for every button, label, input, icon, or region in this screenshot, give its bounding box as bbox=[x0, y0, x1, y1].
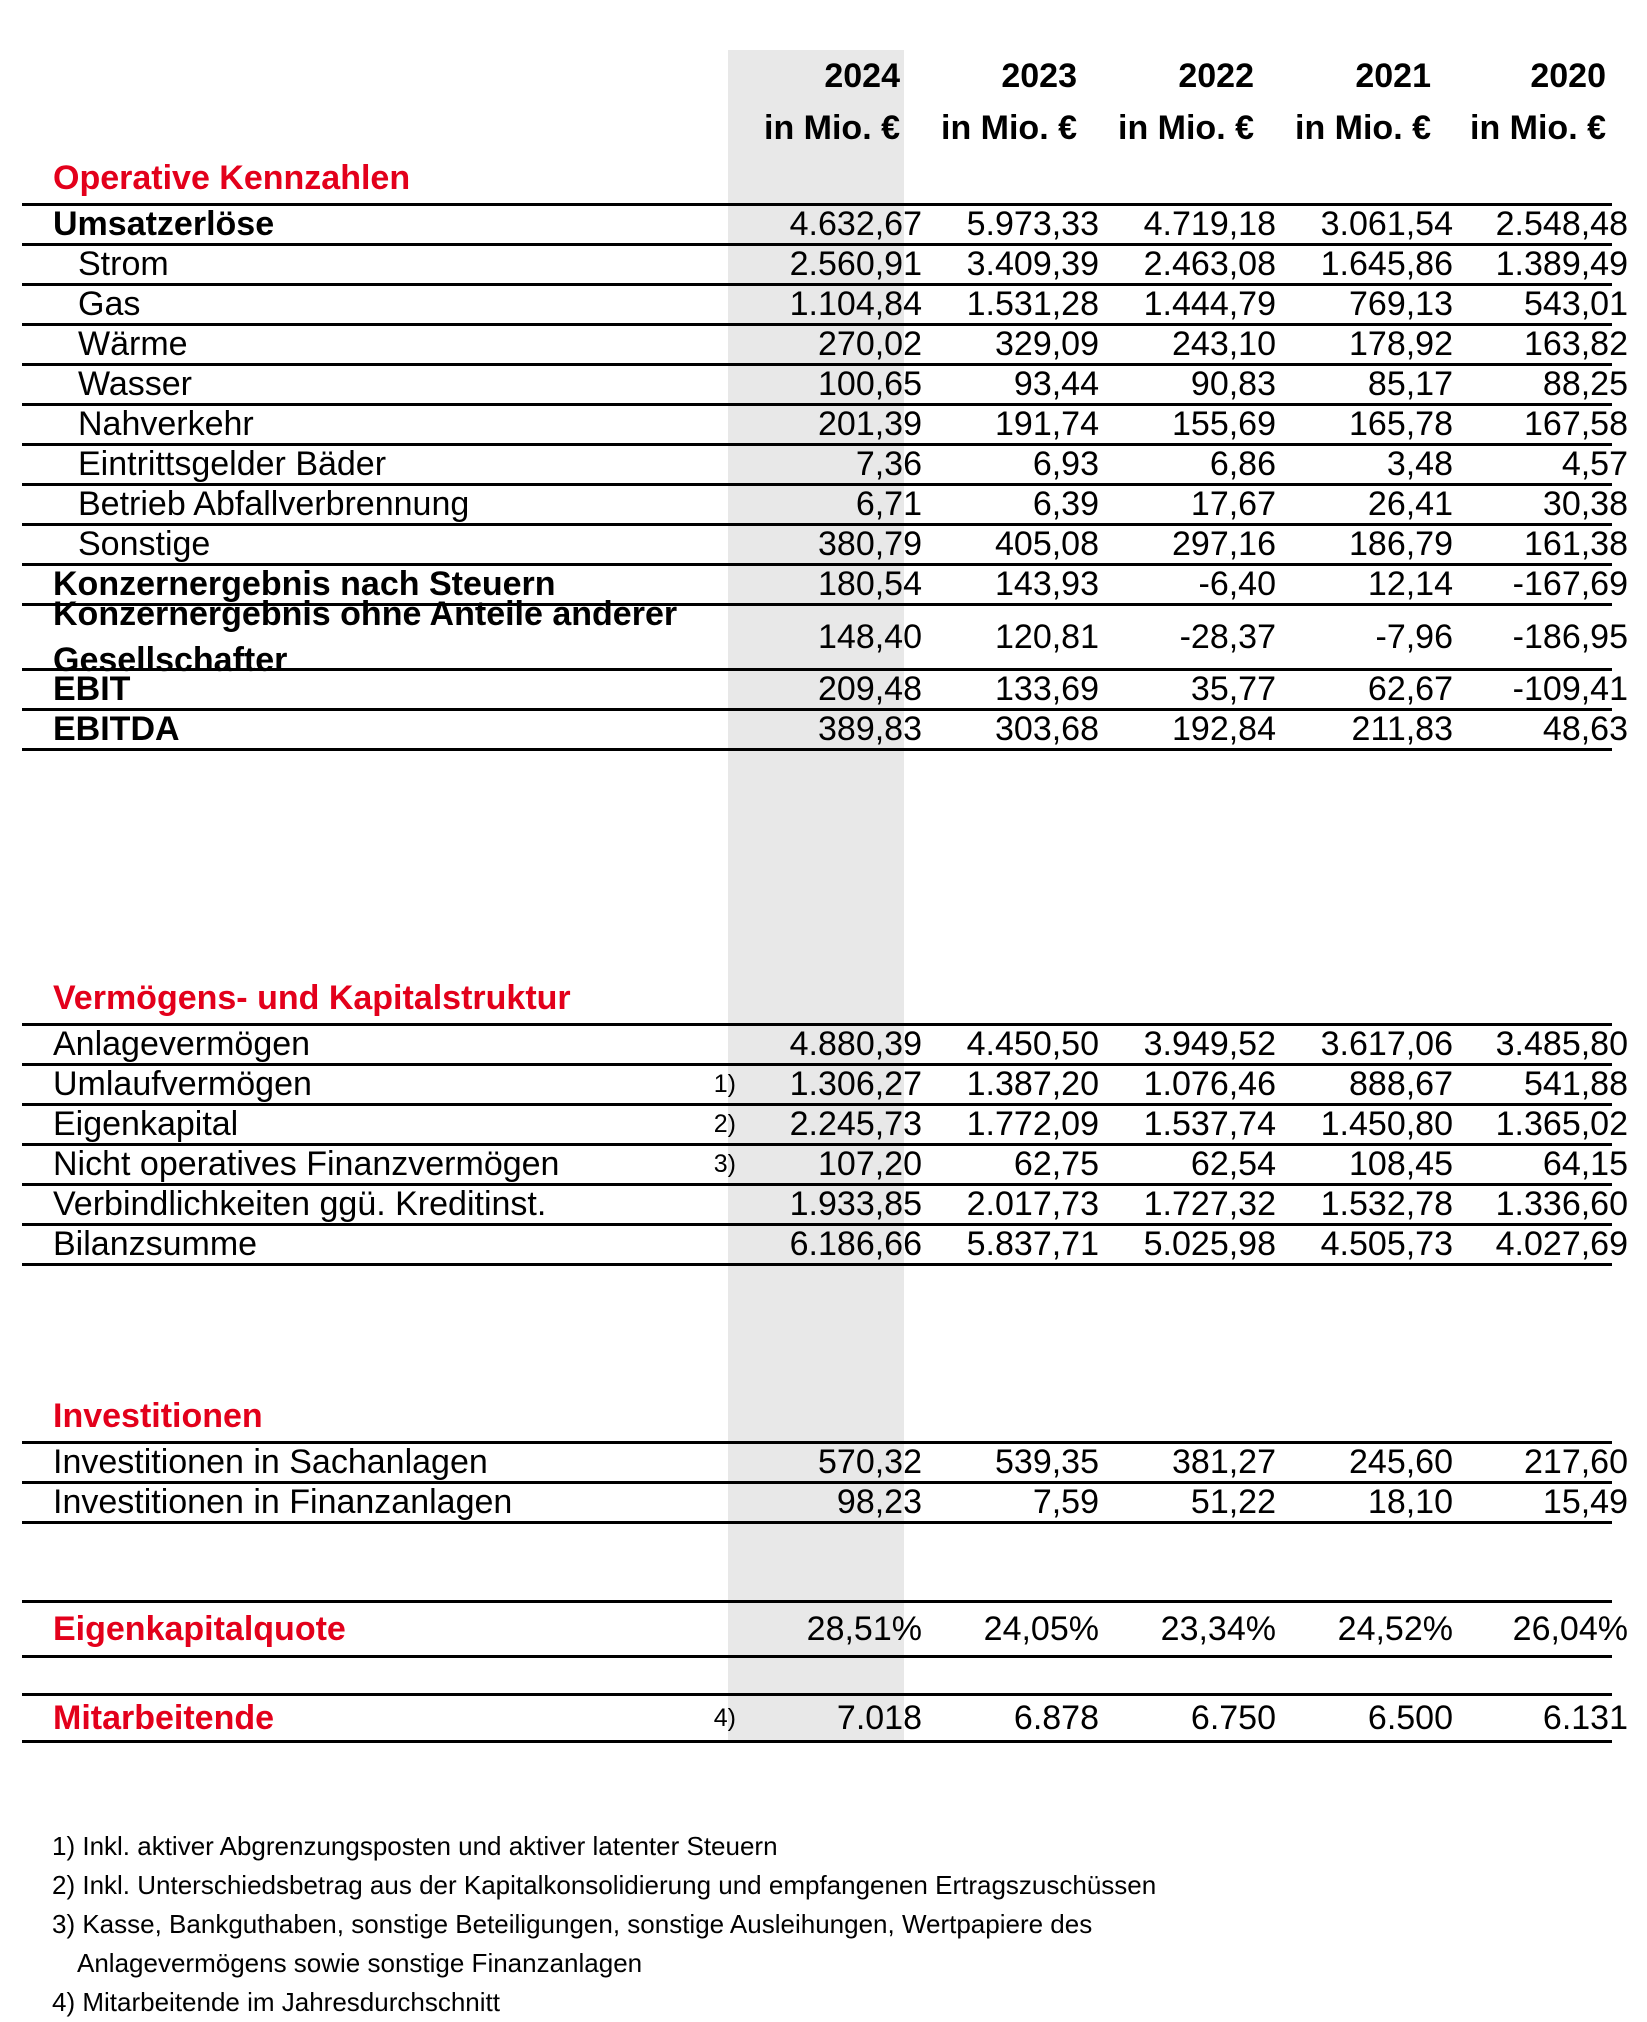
value-2023: 1.772,09 bbox=[966, 1105, 1099, 1143]
value-2020: -186,95 bbox=[1512, 617, 1628, 656]
vermoegen-row bbox=[22, 1105, 1628, 1146]
value-2021: 888,67 bbox=[1349, 1065, 1453, 1103]
header-unit: in Mio. € bbox=[1470, 109, 1606, 147]
value-2021: 26,41 bbox=[1367, 485, 1453, 523]
value-2022: 297,16 bbox=[1172, 525, 1276, 563]
row-label: Investitionen in Finanzanlagen bbox=[53, 1483, 513, 1521]
value-2022: -6,40 bbox=[1198, 565, 1276, 603]
row-label: Bilanzsumme bbox=[53, 1225, 258, 1263]
value-2024: 6,71 bbox=[855, 485, 922, 523]
header-year: 2024 bbox=[824, 57, 900, 95]
value-2022: -28,37 bbox=[1179, 617, 1276, 656]
row-label: Wasser bbox=[78, 365, 192, 403]
value-2020: -109,41 bbox=[1512, 670, 1628, 708]
value-2021: 1.450,80 bbox=[1320, 1105, 1453, 1143]
row-label: EBITDA bbox=[53, 710, 180, 748]
value-2023: 120,81 bbox=[995, 617, 1099, 656]
footnote-marker: 1) bbox=[713, 1070, 736, 1098]
value-2023: 329,09 bbox=[995, 325, 1099, 363]
row-label: Verbindlichkeiten ggü. Kreditinst. bbox=[53, 1185, 547, 1223]
header-year: 2020 bbox=[1530, 57, 1606, 95]
row-label: EBIT bbox=[53, 670, 131, 708]
row-label: Wärme bbox=[78, 325, 188, 363]
vermoegen-row bbox=[22, 1065, 1628, 1106]
value-2021: 85,17 bbox=[1367, 365, 1453, 403]
row-label: Mitarbeitende bbox=[53, 1698, 275, 1737]
row-label: Eintrittsgelder Bäder bbox=[78, 445, 387, 483]
footnote-3-continued: Anlagevermögens sowie sonstige Finanzanlagen bbox=[77, 1948, 643, 1978]
value-2024: 1.104,84 bbox=[789, 285, 922, 323]
operative-row bbox=[22, 205, 1628, 246]
value-2023: 7,59 bbox=[1032, 1483, 1099, 1521]
operative-row bbox=[22, 285, 1628, 326]
value-2024: 4.880,39 bbox=[789, 1025, 922, 1063]
value-2022: 6,86 bbox=[1209, 445, 1276, 483]
value-2023: 62,75 bbox=[1013, 1145, 1099, 1183]
row-label: Konzernergebnis nach Steuern bbox=[53, 565, 556, 603]
footnote-marker: 4) bbox=[713, 1703, 736, 1732]
value-2022: 2.463,08 bbox=[1143, 245, 1276, 283]
vermoegen-row bbox=[22, 1225, 1628, 1266]
value-2024: 148,40 bbox=[818, 617, 922, 656]
value-2023: 539,35 bbox=[995, 1443, 1099, 1481]
value-2021: 165,78 bbox=[1349, 405, 1453, 443]
value-2023: 405,08 bbox=[995, 525, 1099, 563]
value-2023: 191,74 bbox=[995, 405, 1099, 443]
operative-row bbox=[22, 445, 1628, 486]
value-2022: 1.727,32 bbox=[1143, 1185, 1276, 1223]
value-2021: 211,83 bbox=[1351, 710, 1453, 748]
operative-row bbox=[22, 405, 1628, 446]
operative-row bbox=[22, 710, 1628, 751]
value-2024: 7,36 bbox=[855, 445, 922, 483]
value-2021: 12,14 bbox=[1367, 565, 1453, 603]
investitionen-row bbox=[22, 1483, 1628, 1524]
value-2024: 389,83 bbox=[818, 710, 922, 748]
value-2021: -7,96 bbox=[1375, 617, 1453, 656]
value-2020: 4.027,69 bbox=[1495, 1225, 1628, 1263]
value-2023: 6.878 bbox=[1013, 1698, 1099, 1737]
value-2022: 3.949,52 bbox=[1143, 1025, 1276, 1063]
value-2024: 6.186,66 bbox=[789, 1225, 922, 1263]
value-2024: 7.018 bbox=[836, 1698, 922, 1737]
value-2022: 155,69 bbox=[1172, 405, 1276, 443]
value-2021: 3,48 bbox=[1386, 445, 1453, 483]
value-2020: 3.485,80 bbox=[1495, 1025, 1628, 1063]
value-2020: 6.131 bbox=[1542, 1698, 1628, 1737]
value-2023: 2.017,73 bbox=[966, 1185, 1099, 1223]
operative-row bbox=[22, 365, 1628, 406]
value-2024: 2.560,91 bbox=[789, 245, 922, 283]
value-2022: 35,77 bbox=[1190, 670, 1276, 708]
value-2024: 4.632,67 bbox=[789, 205, 922, 243]
value-2023: 303,68 bbox=[995, 710, 1099, 748]
value-2023: 5.837,71 bbox=[966, 1225, 1099, 1263]
operative-row bbox=[22, 325, 1628, 366]
value-2023: 1.387,20 bbox=[966, 1065, 1099, 1103]
operative-row bbox=[22, 525, 1628, 566]
value-2021: 245,60 bbox=[1349, 1443, 1453, 1481]
investitionen-row bbox=[22, 1443, 1628, 1484]
header-year: 2022 bbox=[1178, 57, 1254, 95]
operative-row bbox=[22, 245, 1628, 286]
value-2020: 543,01 bbox=[1524, 285, 1628, 323]
operative-row bbox=[22, 485, 1628, 526]
value-2021: 24,52% bbox=[1337, 1609, 1453, 1648]
value-2024: 98,23 bbox=[836, 1483, 922, 1521]
value-2020: 1.365,02 bbox=[1495, 1105, 1628, 1143]
value-2022: 1.076,46 bbox=[1143, 1065, 1276, 1103]
section-title: Vermögens- und Kapitalstruktur bbox=[53, 979, 571, 1017]
value-2022: 5.025,98 bbox=[1143, 1225, 1276, 1263]
value-2021: 6.500 bbox=[1367, 1698, 1453, 1737]
header-year: 2023 bbox=[1001, 57, 1077, 95]
header-unit: in Mio. € bbox=[1118, 109, 1254, 147]
operative-row bbox=[22, 670, 1628, 711]
value-2023: 5.973,33 bbox=[966, 205, 1099, 243]
value-2020: 217,60 bbox=[1524, 1443, 1628, 1481]
value-2021: 186,79 bbox=[1349, 525, 1453, 563]
value-2022: 62,54 bbox=[1190, 1145, 1276, 1183]
value-2024: 201,39 bbox=[818, 405, 922, 443]
section-title-vermoegen bbox=[22, 974, 1612, 1026]
value-2021: 62,67 bbox=[1367, 670, 1453, 708]
value-2021: 18,10 bbox=[1367, 1483, 1453, 1521]
value-2022: 4.719,18 bbox=[1143, 205, 1276, 243]
value-2022: 381,27 bbox=[1172, 1443, 1276, 1481]
row-label: Konzernergebnis ohne Anteile anderer Gesellschafter bbox=[53, 595, 678, 679]
value-2024: 180,54 bbox=[818, 565, 922, 603]
value-2023: 6,93 bbox=[1032, 445, 1099, 483]
value-2020: 26,04% bbox=[1512, 1609, 1628, 1648]
row-label: Betrieb Abfallverbrennung bbox=[78, 485, 470, 523]
operative-row bbox=[22, 595, 1628, 679]
value-2020: 163,82 bbox=[1524, 325, 1628, 363]
vermoegen-row bbox=[22, 1025, 1628, 1066]
value-2020: 64,15 bbox=[1542, 1145, 1628, 1183]
section-title-operative bbox=[22, 154, 1612, 206]
row-label: Umsatzerlöse bbox=[53, 205, 275, 243]
value-2024: 209,48 bbox=[818, 670, 922, 708]
value-2022: 1.537,74 bbox=[1143, 1105, 1276, 1143]
row-label: Sonstige bbox=[78, 525, 211, 563]
value-2023: 3.409,39 bbox=[966, 245, 1099, 283]
value-2024: 1.306,27 bbox=[789, 1065, 922, 1103]
row-label: Nahverkehr bbox=[78, 405, 254, 443]
value-2020: 88,25 bbox=[1542, 365, 1628, 403]
row-label: Investitionen in Sachanlagen bbox=[53, 1443, 488, 1481]
value-2022: 90,83 bbox=[1190, 365, 1276, 403]
row-label: Anlagevermögen bbox=[53, 1025, 311, 1063]
section-title-investitionen bbox=[22, 1392, 1612, 1444]
value-2024: 100,65 bbox=[818, 365, 922, 403]
footnote-1: 1) Inkl. aktiver Abgrenzungsposten und aktiver latenter Steuern bbox=[52, 1831, 778, 1861]
header-unit: in Mio. € bbox=[1295, 109, 1431, 147]
value-2023: 143,93 bbox=[995, 565, 1099, 603]
value-2022: 192,84 bbox=[1172, 710, 1276, 748]
value-2021: 1.645,86 bbox=[1320, 245, 1453, 283]
footnote-2: 2) Inkl. Unterschiedsbetrag aus der Kapitalkonsolidierung und empfangenen Ertragszuschüssen bbox=[52, 1870, 1157, 1900]
value-2020: 4,57 bbox=[1561, 445, 1628, 483]
value-2024: 28,51% bbox=[806, 1609, 922, 1648]
value-2020: 161,38 bbox=[1524, 525, 1628, 563]
row-label: Eigenkapital bbox=[53, 1105, 239, 1143]
section-title: Investitionen bbox=[53, 1397, 263, 1435]
value-2023: 93,44 bbox=[1013, 365, 1099, 403]
section-title: Operative Kennzahlen bbox=[53, 159, 411, 197]
vermoegen-row bbox=[22, 1185, 1628, 1226]
header-unit: in Mio. € bbox=[941, 109, 1077, 147]
value-2023: 24,05% bbox=[983, 1609, 1099, 1648]
value-2024: 270,02 bbox=[818, 325, 922, 363]
value-2023: 6,39 bbox=[1032, 485, 1099, 523]
value-2021: 769,13 bbox=[1349, 285, 1453, 323]
value-2024: 380,79 bbox=[818, 525, 922, 563]
value-2022: 23,34% bbox=[1160, 1609, 1276, 1648]
header-unit: in Mio. € bbox=[764, 109, 900, 147]
row-label: Umlaufvermögen bbox=[53, 1065, 312, 1103]
value-2020: 48,63 bbox=[1542, 710, 1628, 748]
value-2020: 167,58 bbox=[1524, 405, 1628, 443]
value-2022: 6.750 bbox=[1190, 1698, 1276, 1737]
value-2021: 1.532,78 bbox=[1320, 1185, 1453, 1223]
value-2024: 1.933,85 bbox=[789, 1185, 922, 1223]
eigenkapitalquote-row bbox=[22, 1600, 1628, 1658]
header-year: 2021 bbox=[1355, 57, 1431, 95]
value-2020: 541,88 bbox=[1524, 1065, 1628, 1103]
footnote-4: 4) Mitarbeitende im Jahresdurchschnitt bbox=[52, 1987, 500, 2017]
value-2023: 133,69 bbox=[995, 670, 1099, 708]
value-2021: 4.505,73 bbox=[1320, 1225, 1453, 1263]
value-2020: 30,38 bbox=[1542, 485, 1628, 523]
row-label: Strom bbox=[78, 245, 169, 283]
value-2021: 3.617,06 bbox=[1320, 1025, 1453, 1063]
value-2020: 1.336,60 bbox=[1495, 1185, 1628, 1223]
value-2022: 243,10 bbox=[1172, 325, 1276, 363]
value-2021: 108,45 bbox=[1349, 1145, 1453, 1183]
footnote-marker: 3) bbox=[713, 1150, 736, 1178]
row-label: Gas bbox=[78, 285, 141, 323]
value-2021: 178,92 bbox=[1349, 325, 1453, 363]
footnotes bbox=[52, 1827, 1156, 2022]
value-2020: 1.389,49 bbox=[1495, 245, 1628, 283]
mitarbeitende-row bbox=[22, 1693, 1628, 1743]
value-2022: 1.444,79 bbox=[1143, 285, 1276, 323]
value-2020: -167,69 bbox=[1512, 565, 1628, 603]
value-2022: 17,67 bbox=[1190, 485, 1276, 523]
row-label: Eigenkapitalquote bbox=[53, 1609, 346, 1648]
value-2021: 3.061,54 bbox=[1320, 205, 1453, 243]
value-2024: 570,32 bbox=[818, 1443, 922, 1481]
footnote-marker: 2) bbox=[713, 1110, 736, 1138]
value-2024: 107,20 bbox=[818, 1145, 922, 1183]
vermoegen-row bbox=[22, 1145, 1628, 1186]
footnote-3: 3) Kasse, Bankguthaben, sonstige Beteiligungen, sonstige Ausleihungen, Wertpapiere des bbox=[52, 1909, 1093, 1939]
value-2023: 1.531,28 bbox=[966, 285, 1099, 323]
value-2022: 51,22 bbox=[1190, 1483, 1276, 1521]
value-2024: 2.245,73 bbox=[789, 1105, 922, 1143]
value-2020: 15,49 bbox=[1542, 1483, 1628, 1521]
value-2023: 4.450,50 bbox=[966, 1025, 1099, 1063]
value-2020: 2.548,48 bbox=[1495, 205, 1628, 243]
row-label: Nicht operatives Finanzvermögen bbox=[53, 1145, 560, 1183]
